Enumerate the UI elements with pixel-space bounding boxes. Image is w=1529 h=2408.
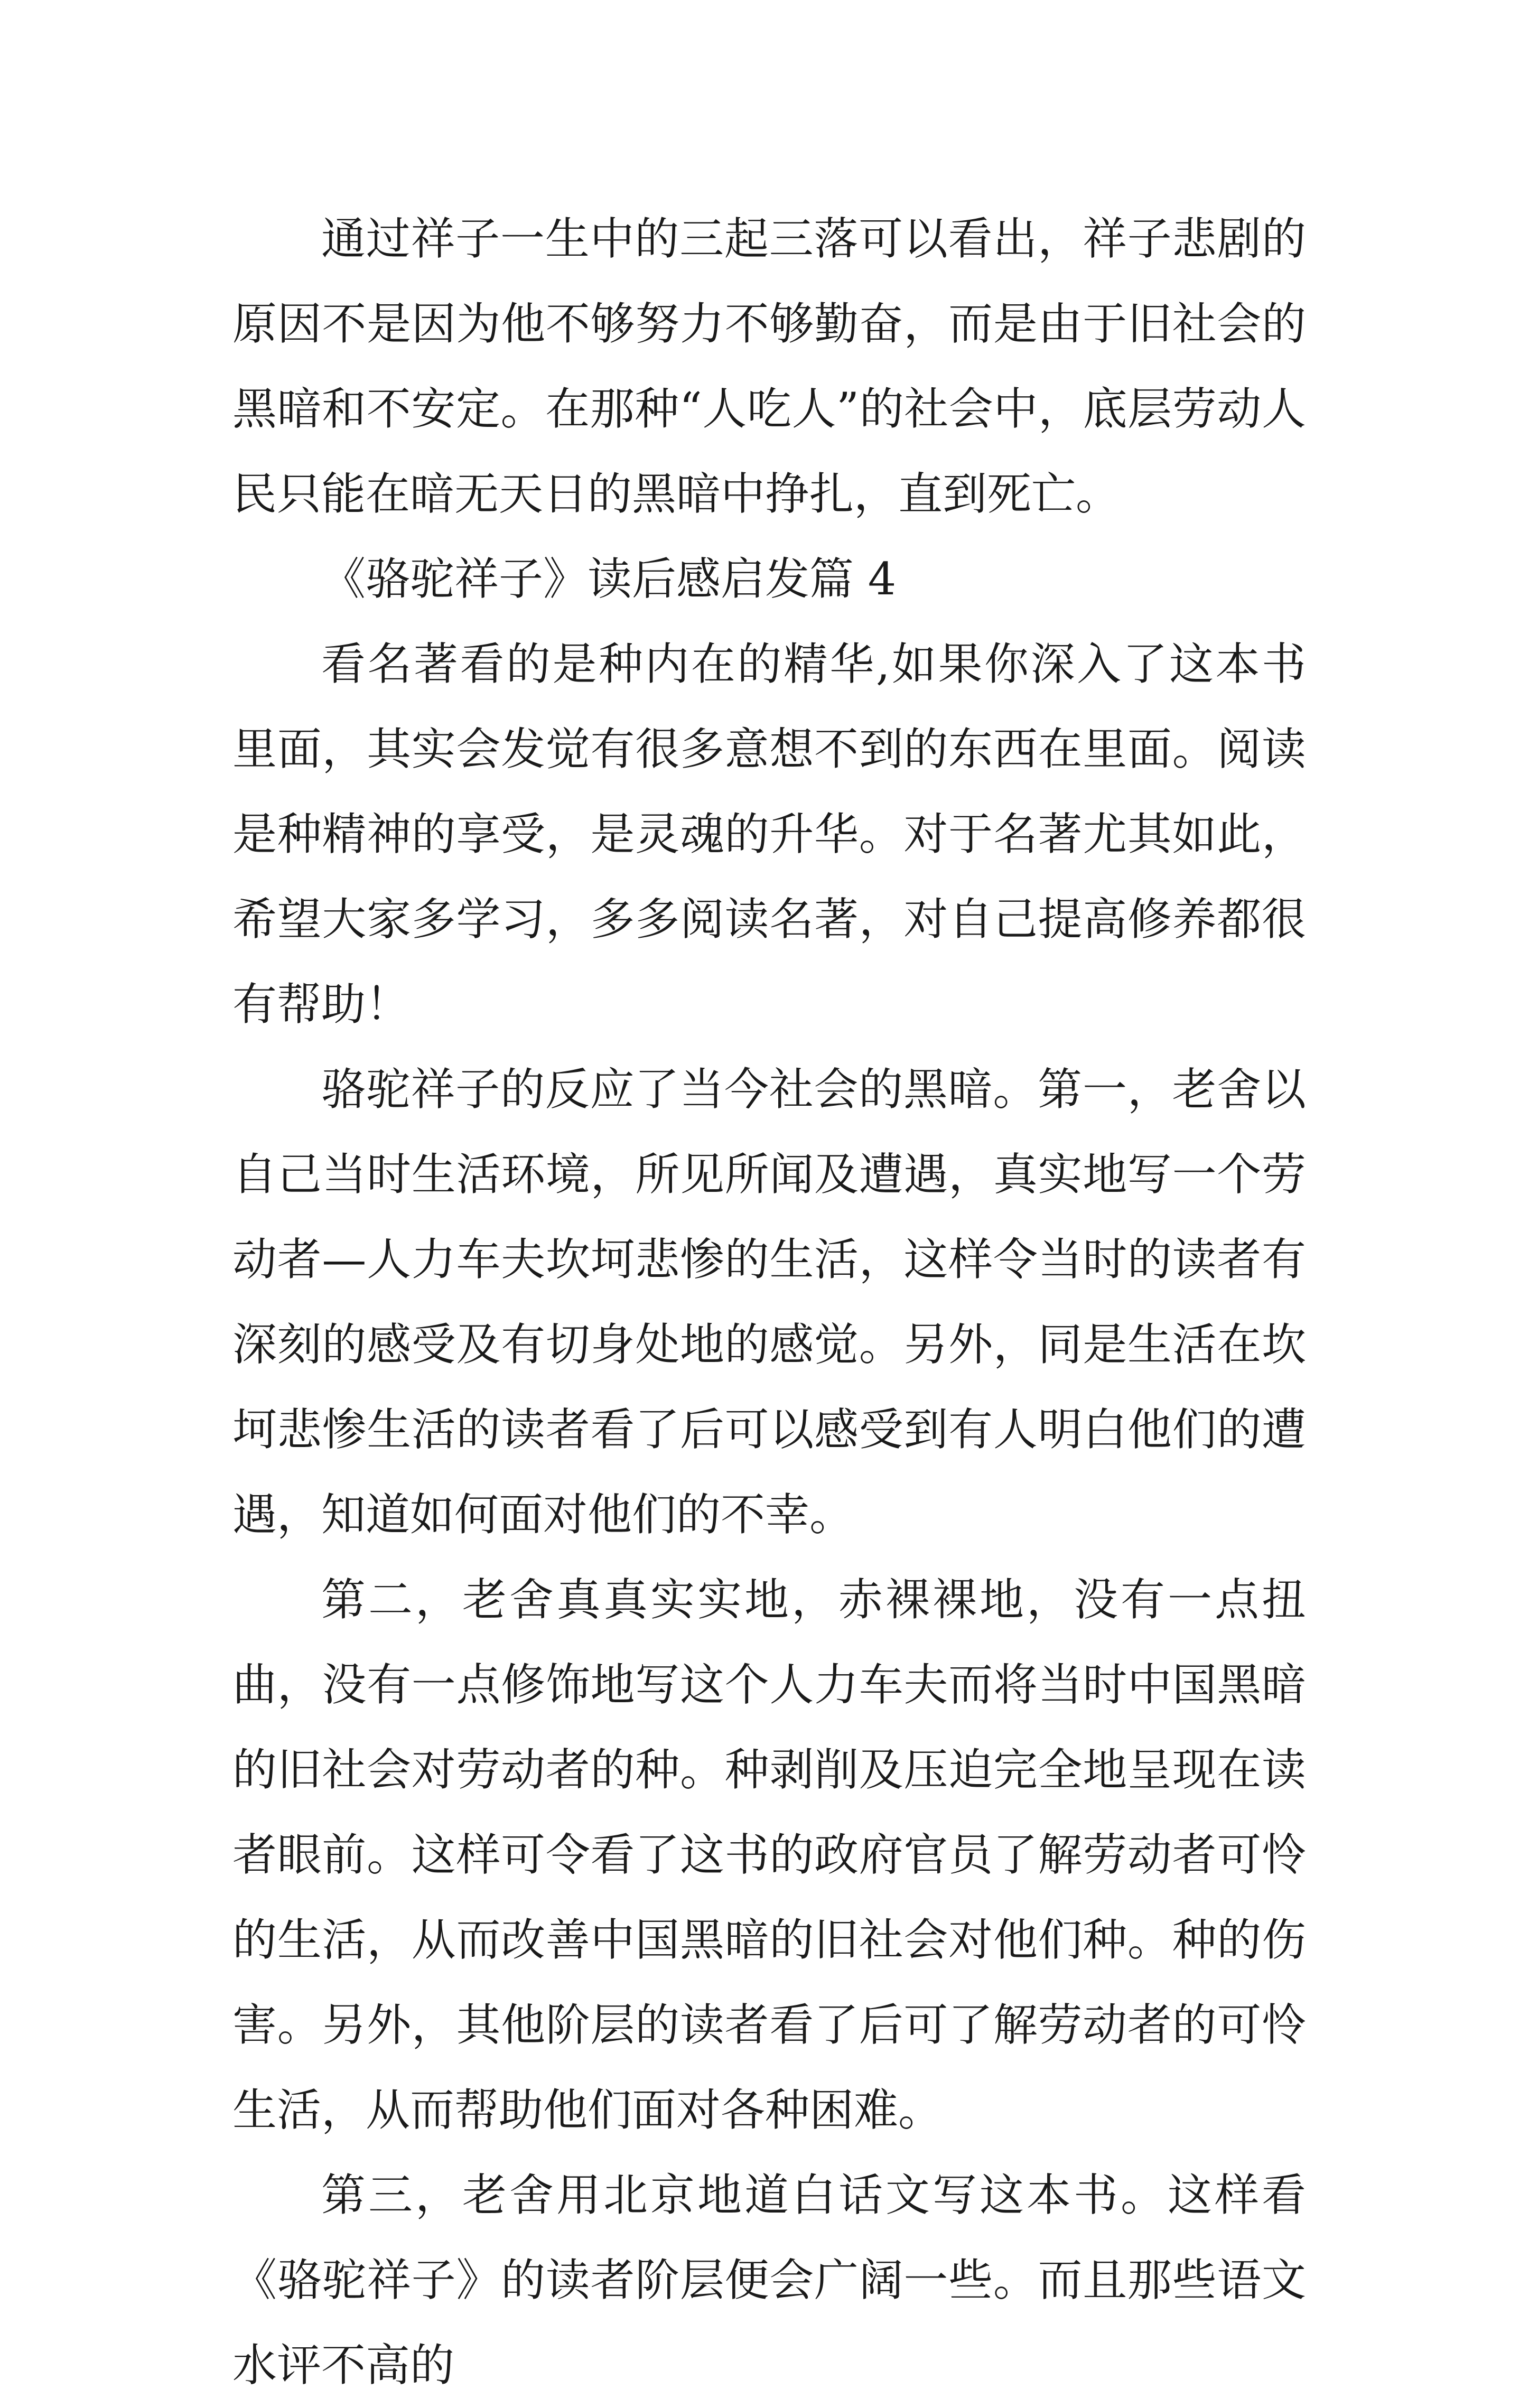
paragraph-1: 通过祥子一生中的三起三落可以看出，祥子悲剧的原因不是因为他不够努力不够勤奋，而是由于旧社会的黑暗和不安定。在那种“人吃人”的社会中，底层劳动人民只能在暗无天日的黑暗中挣扎，直到死亡。: [232, 213, 1306, 520]
document-body: [232, 197, 1306, 2408]
paragraph-4: 第二，老舍真真实实地，赤裸裸地，没有一点扭曲，没有一点修饰地写这个人力车夫而将当时中国黑暗的旧社会对劳动者的种。种剥削及压迫完全地呈现在读者眼前。这样可令看了这书的政府官员了解劳动者可怜的生活，从而改善中国黑暗的旧社会对他们种。种的伤害。另外，其他阶层的读者看了后可了解劳动者的可怜生活，从而帮助他们面对各种困难。: [232, 1574, 1306, 2136]
paragraph-3: 骆驼祥子的反应了当今社会的黑暗。第一，老舍以自己当时生活环境，所见所闻及遭遇，真实地写一个劳动者—人力车夫坎坷悲惨的生活，这样令当时的读者有深刻的感受及有切身处地的感觉。另外，同是生活在坎坷悲惨生活的读者看了后可以感受到有人明白他们的遭遇，知道如何面对他们的不幸。: [232, 1063, 1306, 1541]
section-heading: 《骆驼祥子》读后感启发篇 4: [321, 553, 897, 605]
paragraph-2: 看名著看的是种内在的精华,如果你深入了这本书里面，其实会发觉有很多意想不到的东西在里面。阅读是种精神的享受，是灵魂的升华。对于名著尤其如此，希望大家多学习，多多阅读名著，对自己提高修养都很有帮助！: [232, 638, 1306, 1030]
paragraph-5: 第三，老舍用北京地道白话文写这本书。这样看《骆驼祥子》的读者阶层便会广阔一些。而且那些语文水评不高的: [232, 2169, 1306, 2391]
